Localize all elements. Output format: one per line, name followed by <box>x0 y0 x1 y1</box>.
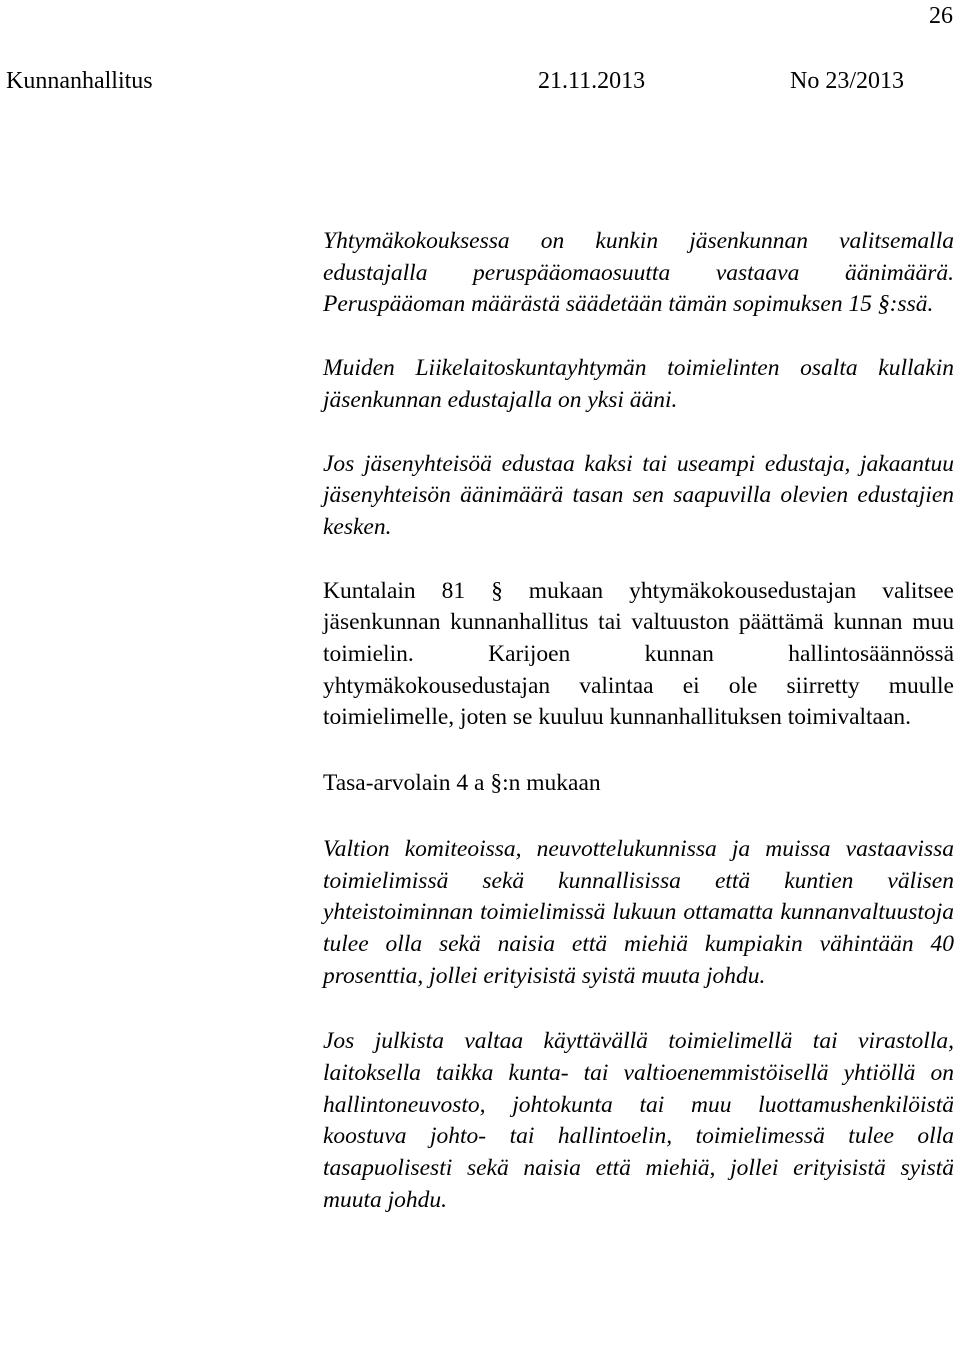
document-header <box>6 66 928 96</box>
header-date: 21.11.2013 <box>538 68 646 94</box>
paragraph-equality-balance: Jos julkista valtaa käyttävällä toimielimellä tai virastolla, laitoksella taikka kunta- tai valtioenemmistöisellä yhtiöllä on hallintoneuvosto, johtokunta tai muu luottamushenkilöistä koostuva johto- tai hallintoelin, toimielimessä tulee olla tasapuolisesti sekä naisia että miehiä, jollei erityisistä syistä muuta johdu. <box>323 1028 954 1213</box>
document-body <box>323 226 954 1249</box>
header-body-name: Kunnanhallitus <box>6 68 153 94</box>
page-number: 26 <box>929 3 953 29</box>
paragraph-voting-power: Yhtymäkokouksessa on kunkin jäsenkunnan valitsemalla edustajalla peruspääomaosuutta vastaava äänimäärä. Peruspääoman määrästä säädetään tämän sopimuksen 15 §:ssä. <box>323 228 954 318</box>
paragraph-equality-quota: Valtion komiteoissa, neuvottelukunnissa ja muissa vastaavissa toimielimissä sekä kunnallisissa että kuntien välisen yhteistoiminnan toimielimissä lukuun ottamatta kunnanvaltuustoja tulee olla sekä naisia että miehiä kumpiakin vähintään 40 prosenttia, jollei erityisistä syistä muuta johdu. <box>323 835 954 989</box>
paragraph-multiple-representatives: Jos jäsenyhteisöä edustaa kaksi tai useampi edustaja, jakaantuu jäsenyhteisön äänimäärä tasan sen saapuvilla olevien edustajien kesken. <box>323 450 954 540</box>
header-meeting-number: No 23/2013 <box>790 68 904 94</box>
paragraph-other-bodies: Muiden Liikelaitoskuntayhtymän toimielinten osalta kullakin jäsenkunnan edustajalla on yksi ääni. <box>323 355 954 413</box>
paragraph-equality-act-heading: Tasa-arvolain 4 a §:n mukaan <box>323 770 601 797</box>
paragraph-municipal-act: Kuntalain 81 § mukaan yhtymäkokousedustajan valitsee jäsenkunnan kunnanhallitus tai valtuuston päättämä kunnan muu toimielin. Karijoen kunnan hallintosäännössä yhtymäkokousedustajan valintaa ei ole siirretty muulle toimielimelle, joten se kuuluu kunnanhallituksen toimivaltaan. <box>323 577 954 731</box>
